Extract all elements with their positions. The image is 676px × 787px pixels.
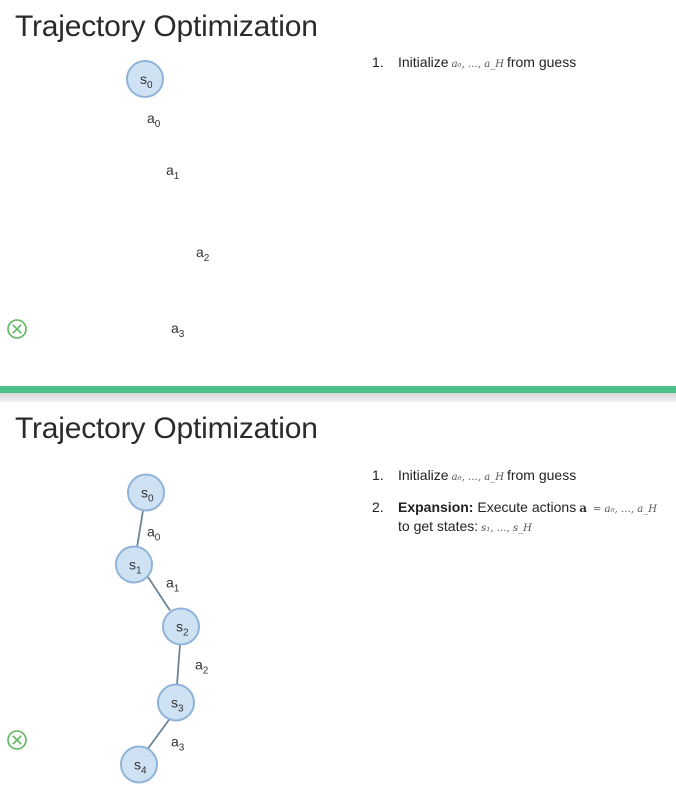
slide-divider bbox=[0, 386, 676, 393]
action-label-a0: $a_0$ bbox=[147, 523, 161, 544]
step-math: a₀, …, a_H bbox=[451, 59, 504, 70]
step-text-after: from guess bbox=[506, 467, 577, 483]
step-line2: to get states: bbox=[398, 518, 479, 534]
step-initialize bbox=[372, 54, 672, 73]
action-label-a1: $a_1$ bbox=[166, 162, 180, 182]
svg-text:s2: $s_2$ bbox=[176, 618, 189, 639]
edge-s0-s1 bbox=[137, 511, 143, 548]
close-circle-icon[interactable] bbox=[6, 729, 28, 751]
edge-s2-s3 bbox=[177, 645, 180, 685]
state-node-s3 bbox=[158, 685, 194, 721]
step-text: Initialize bbox=[398, 54, 449, 70]
step-text: Initialize bbox=[398, 467, 449, 483]
step-lead: Expansion: bbox=[398, 499, 474, 515]
svg-text:s0: $s_0$ bbox=[141, 484, 154, 505]
edge-s3-s4 bbox=[148, 719, 170, 749]
action-label-a3: $a_3$ bbox=[171, 320, 185, 340]
action-label-a2: $a_2$ bbox=[196, 244, 210, 264]
action-label-a1: $a_1$ bbox=[166, 574, 180, 595]
node-sub: 0 bbox=[147, 80, 153, 91]
step-number: 1. bbox=[372, 54, 384, 70]
step-math2: s₁, …, s_H bbox=[481, 523, 532, 534]
step-expansion bbox=[372, 499, 672, 537]
state-node-s0 bbox=[128, 475, 164, 511]
step-text-after: from guess bbox=[506, 54, 577, 70]
step-number: 2. bbox=[372, 499, 384, 515]
state-node-s1 bbox=[116, 547, 152, 583]
action-label-a2: $a_2$ bbox=[195, 656, 209, 677]
slide-title: Trajectory Optimization bbox=[15, 412, 318, 445]
svg-text:s4: $s_4$ bbox=[134, 756, 147, 777]
svg-text:s1: $s_1$ bbox=[129, 556, 142, 577]
svg-text:s3: $s_3$ bbox=[171, 694, 184, 715]
trajectory-diagram bbox=[0, 402, 676, 787]
step-math: a₀, …, a_H bbox=[451, 472, 504, 483]
algorithm-steps bbox=[372, 54, 672, 86]
state-node-s4 bbox=[121, 747, 157, 783]
algorithm-steps bbox=[372, 467, 672, 550]
step-initialize bbox=[372, 467, 672, 486]
step-text: Execute actions bbox=[477, 499, 577, 515]
close-circle-icon[interactable] bbox=[6, 318, 28, 340]
action-label-a0: $a_0$ bbox=[147, 110, 161, 130]
slide-2 bbox=[0, 402, 676, 787]
divider-shadow bbox=[0, 393, 676, 402]
step-number: 1. bbox=[372, 467, 384, 483]
step-math: = a₀, …, a_H bbox=[592, 504, 657, 515]
state-node-s2 bbox=[163, 609, 199, 645]
slide-title: Trajectory Optimization bbox=[15, 10, 318, 43]
action-label-a3: $a_3$ bbox=[171, 733, 185, 754]
slide-1 bbox=[0, 0, 676, 386]
node-label: s bbox=[140, 71, 147, 87]
state-node-s0 bbox=[127, 61, 163, 97]
step-math-bold: a bbox=[579, 501, 587, 515]
